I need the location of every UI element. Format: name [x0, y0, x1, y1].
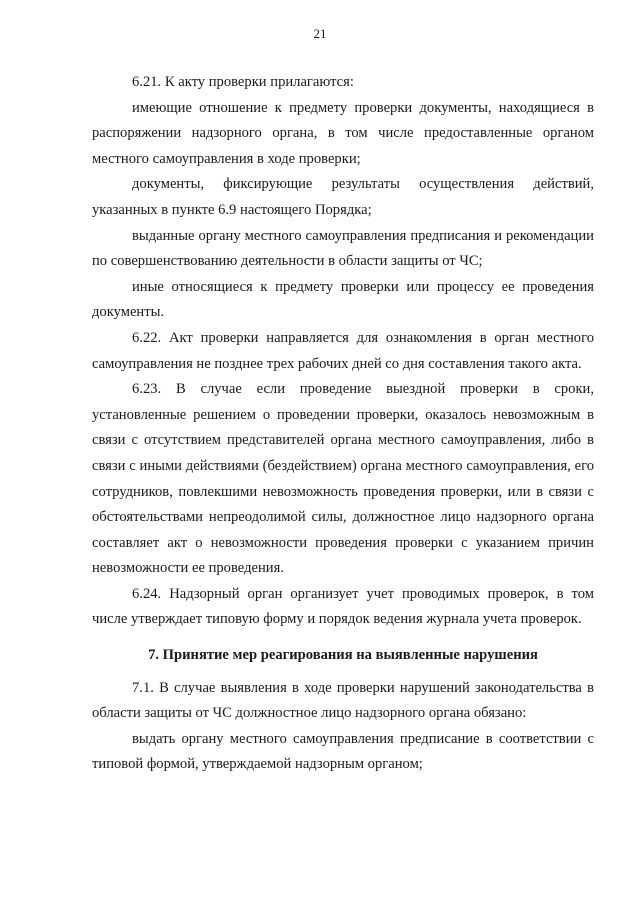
paragraph-6-22: 6.22. Акт проверки направляется для ознакомления в орган местного самоуправления не позднее трех рабочих дней со дня составления такого акта. — [92, 329, 594, 372]
paragraph-6-23: 6.23. В случае если проведение выездной проверки в сроки, установленные решением о проведении проверки, оказалось невозможным в связи с отсутствием представителей органа местного самоуправления, либо в связи с иными действиями (бездействием) органа местного самоуправления, его сотрудников, повлекшими невозможность проведения проверки, или в связи с обстоятельствами непреодолимой силы, должностное лицо надзорного органа составляет акт о невозможности проведения проверки с указанием причин невозможности ее проведения. — [92, 381, 594, 577]
section-heading: 7. Принятие мер реагирования на выявленные нарушения — [148, 647, 538, 664]
paragraph-attachment-prescriptions: выданные органу местного самоуправления предписания и рекомендации по совершенствованию деятельности в области защиты от ЧС; — [92, 227, 594, 270]
document-body — [92, 70, 594, 778]
paragraph-attachment-actions: документы, фиксирующие результаты осуществления действий, указанных в пункте 6.9 настоящего Порядка; — [92, 176, 594, 218]
paragraph-attachment-documents: имеющие отношение к предмету проверки документы, находящиеся в распоряжении надзорного органа, в том числе предоставленные органом местного самоуправления в ходе проверки; — [92, 99, 594, 167]
paragraph-6-24: 6.24. Надзорный орган организует учет проводимых проверок, в том числе утверждает типовую форму и порядок ведения журнала учета проверок. — [92, 585, 594, 628]
paragraph-issue-prescription: выдать органу местного самоуправления предписание в соответствии с типовой формой, утверждаемой надзорным органом; — [92, 730, 594, 773]
page-number: 21 — [313, 26, 327, 41]
paragraph-attachment-other: иные относящиеся к предмету проверки или процессу ее проведения документы. — [92, 278, 594, 321]
paragraph-6-21: 6.21. К акту проверки прилагаются: — [132, 74, 354, 90]
paragraph-7-1: 7.1. В случае выявления в ходе проверки нарушений законодательства в области защиты от ЧС должностное лицо надзорного органа обязано: — [92, 679, 594, 722]
